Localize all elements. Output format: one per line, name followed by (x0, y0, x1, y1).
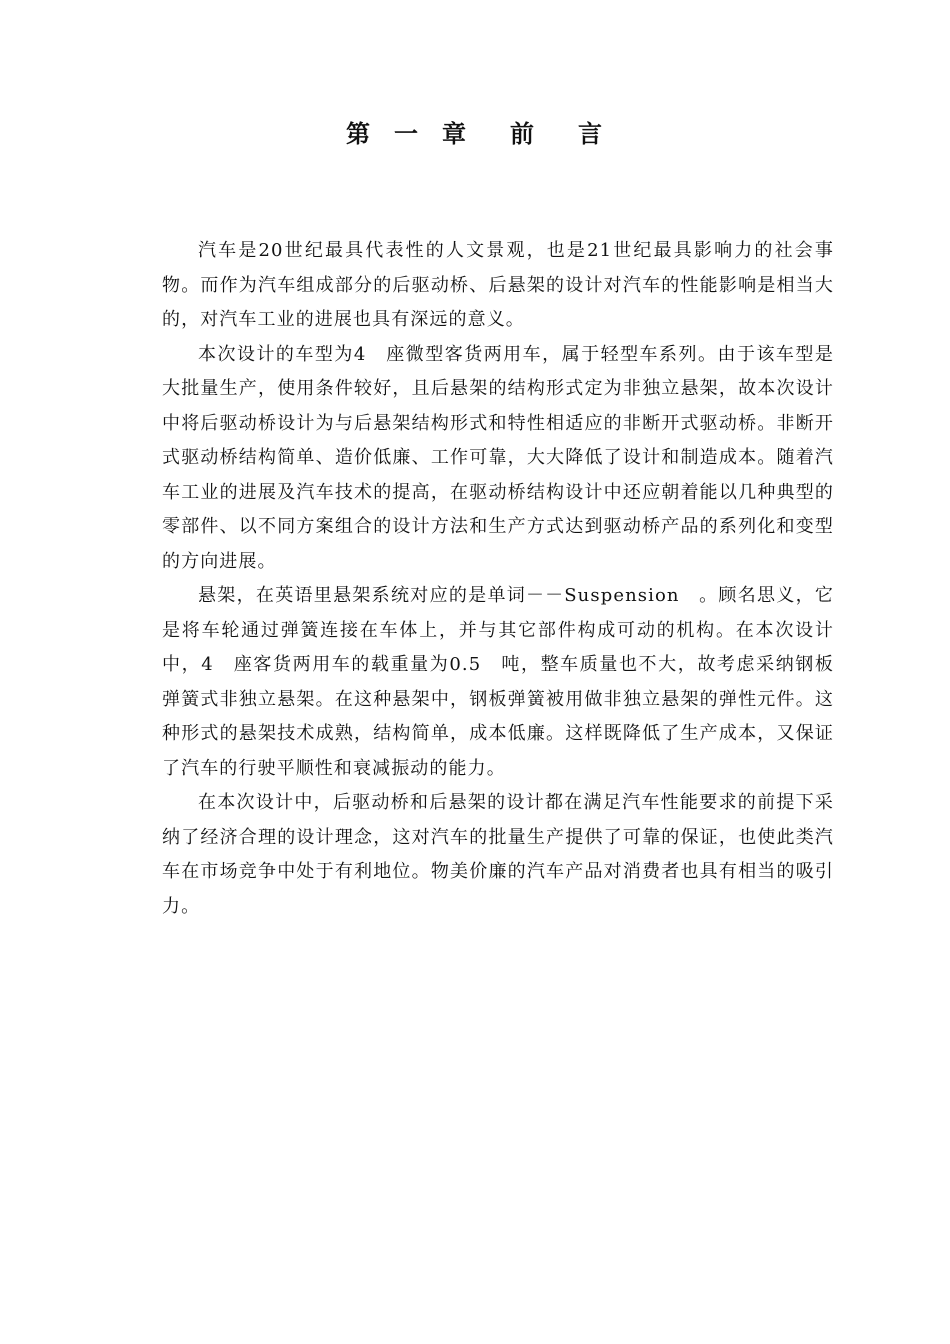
chapter-title-char-2: 一 (394, 120, 420, 148)
chapter-title-char-4: 前 (510, 120, 536, 148)
paragraph-intro: 汽车是20世纪最具代表性的人文景观，也是21世纪最具影响力的社会事物。而作为汽车组成部分的后驱动桥、后悬架的设计对汽车的性能影响是相当大的，对汽车工业的进展也具有深远的意义。 (162, 240, 834, 330)
paragraph-drive-axle: 本次设计的车型为4 座微型客货两用车，属于轻型车系列。由于该车型是大批量生产，使用条件较好，且后悬架的结构形式定为非独立悬架，故本次设计中将后驱动桥设计为与后悬架结构形式和特性相适应的非断开式驱动桥。非断开式驱动桥结构简单、造价低廉、工作可靠，大大降低了设计和制造成本。随着汽车工业的进展及汽车技术的提高，在驱动桥结构设计中还应朝着能以几种典型的零部件、以不同方案组合的设计方法和生产方式达到驱动桥产品的系列化和变型的方向进展。 (162, 343, 834, 572)
chapter-title (0, 116, 950, 152)
body-text (162, 234, 834, 924)
chapter-title-char-5: 言 (578, 120, 604, 148)
paragraph-suspension: 悬架，在英语里悬架系统对应的是单词－－Suspension 。顾名思义，它是将车轮通过弹簧连接在车体上，并与其它部件构成可动的机构。在本次设计中，4 座客货两用车的载重量为0.5 吨，整车质量也不大，故考虑采纳钢板弹簧式非独立悬架。在这种悬架中，钢板弹簧被用做非独立悬架的弹性元件。这种形式的悬架技术成熟，结构简单，成本低廉。这样既降低了生产成本，又保证了汽车的行驶平顺性和衰减振动的能力。 (162, 585, 834, 779)
chapter-title-char-1: 第 (346, 120, 372, 148)
paragraph-conclusion: 在本次设计中，后驱动桥和后悬架的设计都在满足汽车性能要求的前提下采纳了经济合理的设计理念，这对汽车的批量生产提供了可靠的保证，也使此类汽车在市场竞争中处于有利地位。物美价廉的汽车产品对消费者也具有相当的吸引力。 (162, 792, 834, 917)
chapter-title-char-3: 章 (442, 120, 468, 148)
